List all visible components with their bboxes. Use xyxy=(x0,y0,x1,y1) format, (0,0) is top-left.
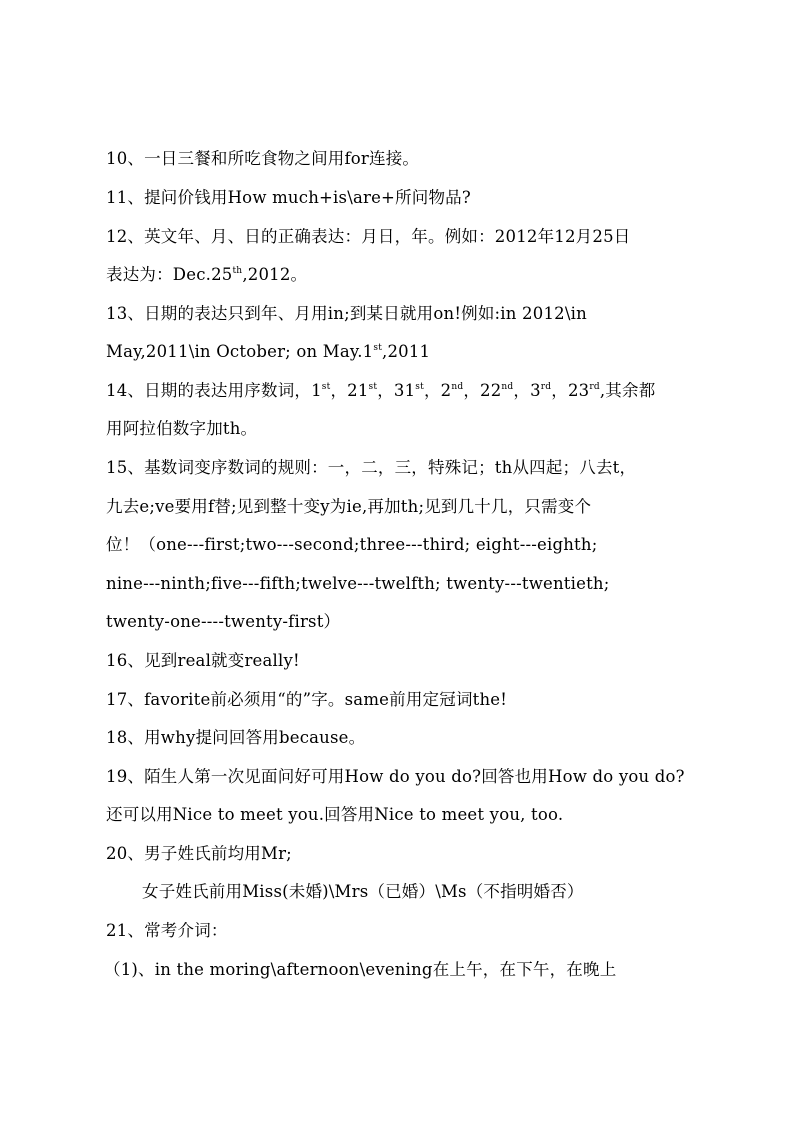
rule-11: 11、提问价钱用How much+is\are+所问物品? xyxy=(106,188,471,207)
rule-12-line-1: 12、英文年、月、日的正确表达：月日，年。例如：2012年12月25日 xyxy=(106,227,631,246)
rule-13-line-2: May,2011\in October; on May.1st,2011 xyxy=(106,342,431,361)
rule-18: 18、用why提问回答用because。 xyxy=(106,728,366,747)
rule-16: 16、见到real就变really! xyxy=(106,651,300,670)
rule-19-line-2: 还可以用Nice to meet you.回答用Nice to meet you, too. xyxy=(106,805,564,824)
rule-12-line-2: 表达为：Dec.25th,2012。 xyxy=(106,265,308,284)
rule-15-line-1: 15、基数词变序数词的规则：一，二，三，特殊记；th从四起；八去t， xyxy=(106,458,637,477)
rule-15-line-2: 九去e;ve要用f替;见到整十变y为ie,再加th;见到几十几，只需变个 xyxy=(106,497,592,516)
rule-15-line-3: 位！（one---first;two---second;three---third; eight---eighth; xyxy=(106,535,598,554)
rule-15-line-5: twenty-one----twenty-first） xyxy=(106,612,341,631)
rule-15-line-4: nine---ninth;five---fifth;twelve---twelfth; twenty---twentieth; xyxy=(106,574,610,593)
rule-14-line-2: 用阿拉伯数字加th。 xyxy=(106,419,258,438)
rule-19-line-1: 19、陌生人第一次见面问好可用How do you do?回答也用How do you do? xyxy=(106,767,685,786)
rule-10: 10、一日三餐和所吃食物之间用for连接。 xyxy=(106,149,420,168)
rule-14-line-1: 14、日期的表达用序数词，1st，21st，31st，2nd，22nd，3rd，23rd,其余都 xyxy=(106,381,656,400)
rule-20-line-2: 女子姓氏前用Miss(未婚)\Mrs（已婚）\Ms（不指明婚否） xyxy=(142,882,584,901)
rule-13-line-1: 13、日期的表达只到年、月用in;到某日就用on!例如:in 2012\in xyxy=(106,304,587,323)
rule-21-item-1: （1)、in the moring\afternoon\evening在上午，在下午，在晚上 xyxy=(104,960,617,979)
rule-17: 17、favorite前必须用“的”字。same前用定冠词the! xyxy=(106,690,508,709)
rule-20-line-1: 20、男子姓氏前均用Mr; xyxy=(106,844,292,863)
rule-21-heading: 21、常考介词： xyxy=(106,921,228,940)
